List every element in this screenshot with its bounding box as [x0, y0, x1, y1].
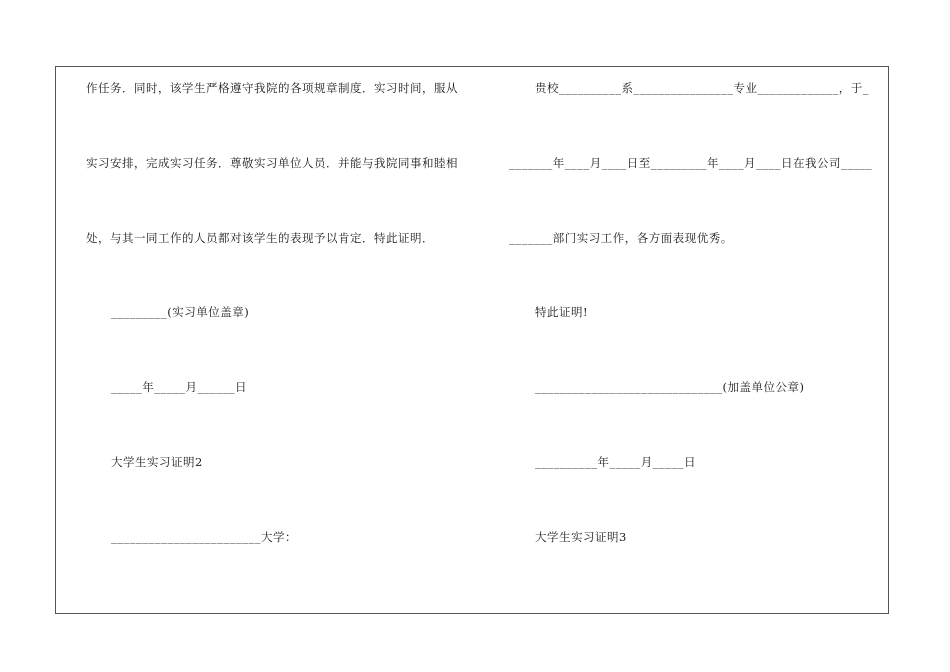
right-date-line: __________年_____月_____日 [535, 455, 696, 469]
right-department-line: _______部门实习工作，各方面表现优秀。 [509, 231, 733, 245]
certificate-2-heading: 大学生实习证明2 [111, 455, 203, 469]
left-date-line: _____年_____月______日 [111, 380, 247, 394]
right-seal-line: ______________________________(加盖单位公章) [535, 380, 805, 394]
right-school-line: 贵校__________系________________专业_____________，于_ [535, 81, 869, 95]
right-period-line: _______年____月____日至_________年____月____日在我公司_____ [509, 156, 873, 170]
left-paragraph-line-3: 处，与其一同工作的人员都对该学生的表现予以肯定．特此证明． [86, 231, 434, 245]
certificate-3-heading: 大学生实习证明3 [535, 530, 627, 544]
right-certify-text: 特此证明! [535, 305, 589, 319]
document-frame [55, 66, 889, 614]
university-line: ________________________大学： [111, 530, 297, 544]
left-paragraph-line-1: 作任务．同时，该学生严格遵守我院的各项规章制度．实习时间，服从 [86, 81, 458, 95]
left-seal-line: _________(实习单位盖章) [111, 305, 250, 319]
left-paragraph-line-2: 实习安排，完成实习任务．尊敬实习单位人员．并能与我院同事和睦相 [86, 156, 458, 170]
